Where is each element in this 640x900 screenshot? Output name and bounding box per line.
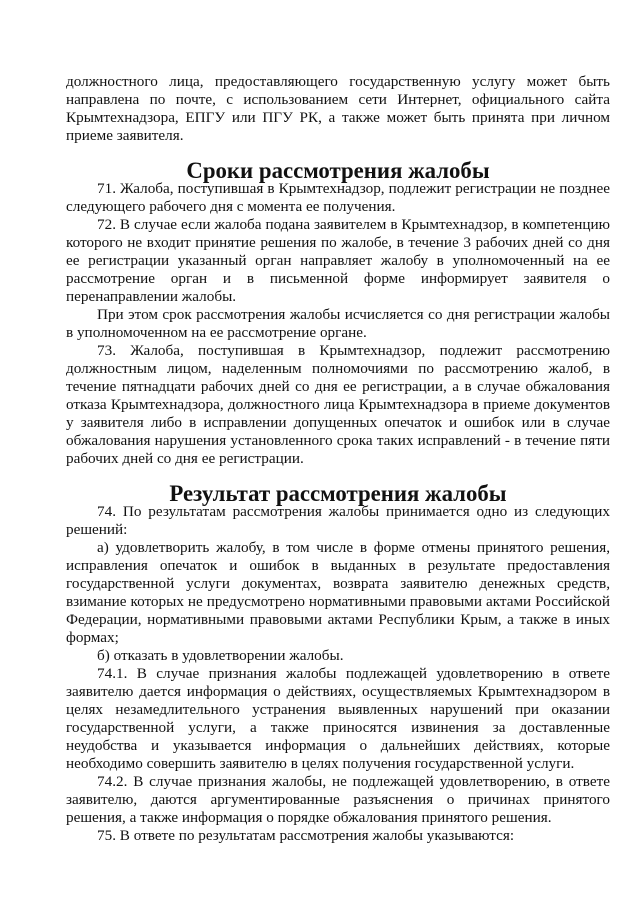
paragraph-74-a: а) удовлетворить жалобу, в том числе в форме отмены принятого решения, исправления опечаток и ошибок в выданных в результате предоставления государственной услуги документах, возврата заявителю денежных средств, взимание которых не предусмотрено нормативными правовыми актами Российской Федерации, нормативными правовыми актами Республики Крым, а также в иных формах;	[66, 539, 610, 646]
paragraph-74-b: б) отказать в удовлетворении жалобы.	[97, 647, 344, 664]
document-body	[66, 73, 610, 845]
paragraph-73: 73. Жалоба, поступившая в Крымтехнадзор, подлежит рассмотрению должностным лицом, наделенным полномочиями по рассмотрению жалоб, в течение пятнадцати рабочих дней со дня ее регистрации, а в случае обжалования отказа Крымтехнадзора, должностного лица Крымтехнадзора в приеме документов у заявителя либо в исправлении допущенных опечаток и ошибок или в случае обжалования нарушения установленного срока таких исправлений - в течение пяти рабочих дней со дня ее регистрации.	[66, 342, 610, 467]
paragraph-72: 72. В случае если жалоба подана заявителем в Крымтехнадзор, в компетенцию которого не входит принятие решения по жалобе, в течение 3 рабочих дней со дня ее регистрации указанный орган направляет жалобу в уполномоченный на ее рассмотрение орган и в письменной форме информирует заявителя о перенаправлении жалобы.	[66, 216, 610, 305]
paragraph-74-1: 74.1. В случае признания жалобы подлежащей удовлетворению в ответе заявителю дается информация о действиях, осуществляемых Крымтехнадзором в целях незамедлительного устранения выявленных нарушений при оказании государственной услуги, а также приносятся извинения за доставленные неудобства и указывается информация о дальнейших действиях, которые необходимо совершить заявителю в целях получения государственной услуги.	[66, 665, 610, 772]
paragraph-75: 75. В ответе по результатам рассмотрения жалобы указываются:	[97, 827, 515, 844]
section-heading-review-terms: Сроки рассмотрения жалобы	[186, 158, 490, 183]
paragraph-74: 74. По результатам рассмотрения жалобы принимается одно из следующих решений:	[66, 503, 610, 538]
paragraph-74-2: 74.2. В случае признания жалобы, не подлежащей удовлетворению, в ответе заявителю, даются аргументированные разъяснения о причинах принятого решения, а также информация о порядке обжалования принятого решения.	[66, 773, 610, 826]
section-heading-review-result: Результат рассмотрения жалобы	[169, 481, 507, 506]
intro-paragraph: должностного лица, предоставляющего государственную услугу может быть направлена по почте, с использованием сети Интернет, официального сайта Крымтехнадзора, ЕПГУ или ПГУ РК, а также может быть принята при личном приеме заявителя.	[66, 73, 610, 144]
paragraph-71: 71. Жалоба, поступившая в Крымтехнадзор, подлежит регистрации не позднее следующего рабочего дня с момента ее получения.	[66, 180, 610, 215]
paragraph-72-term: При этом срок рассмотрения жалобы исчисляется со дня регистрации жалобы в уполномоченном на ее рассмотрение органе.	[66, 306, 610, 341]
